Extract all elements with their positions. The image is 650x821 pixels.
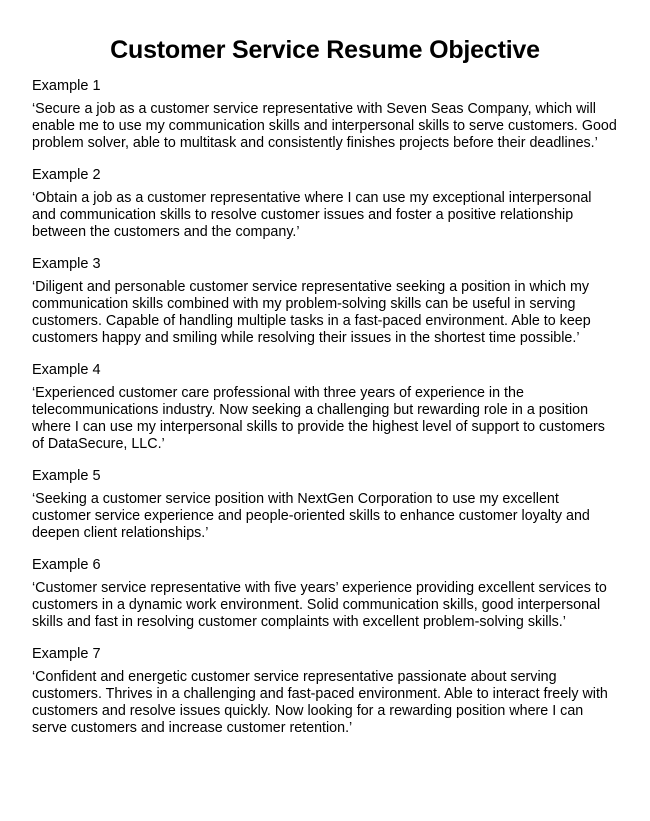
example-text: ‘Obtain a job as a customer representative where I can use my exceptional interpersonal and communication skills to resolve customer issues and foster a positive relationship between the customers and the company.’ (32, 190, 592, 240)
example-text: ‘Secure a job as a customer service representative with Seven Seas Company, which will enable me to use my communication skills and interpersonal skills to serve customers. Good problem solver, able to multitask and consistently finishes projects before their deadlines.’ (32, 101, 617, 151)
example-heading: Example 2 (32, 167, 101, 183)
example-text: ‘Experienced customer care professional with three years of experience in the telecommunications industry. Now seeking a challenging but rewarding role in a position where I can use my interpersonal skills to provide the highest level of support to customers of DataSecure, LLC.’ (32, 385, 605, 452)
example-3 (32, 255, 618, 347)
example-heading: Example 6 (32, 557, 101, 573)
example-7 (32, 645, 618, 737)
page-title: Customer Service Resume Objective (110, 36, 540, 64)
example-2 (32, 166, 618, 241)
example-text: ‘Confident and energetic customer service representative passionate about serving customers. Thrives in a challenging and fast-paced environment. Able to interact freely with customers and resolve issues quickly. Now looking for a rewarding position where I can serve customers and increase customer retention.’ (32, 669, 608, 736)
example-text: ‘Diligent and personable customer service representative seeking a position in which my communication skills combined with my problem-solving skills can be useful in serving customers. Capable of handling multiple tasks in a fast-paced environment. Able to keep customers happy and smiling while resolving their issues in the shortest time possible.’ (32, 279, 591, 346)
example-heading: Example 7 (32, 646, 101, 662)
example-5 (32, 467, 618, 542)
example-4 (32, 361, 618, 453)
example-heading: Example 4 (32, 362, 101, 378)
example-heading: Example 1 (32, 78, 101, 94)
example-text: ‘Customer service representative with five years’ experience providing excellent services to customers in a dynamic work environment. Solid communication skills, good interpersonal skills and fast in resolving customer complaints with excellent problem-solving skills.’ (32, 580, 607, 630)
example-heading: Example 3 (32, 256, 101, 272)
example-text: ‘Seeking a customer service position with NextGen Corporation to use my excellent customer service experience and people-oriented skills to enhance customer loyalty and deepen client relationships.’ (32, 491, 590, 541)
example-1 (32, 77, 618, 152)
example-6 (32, 556, 618, 631)
example-heading: Example 5 (32, 468, 101, 484)
